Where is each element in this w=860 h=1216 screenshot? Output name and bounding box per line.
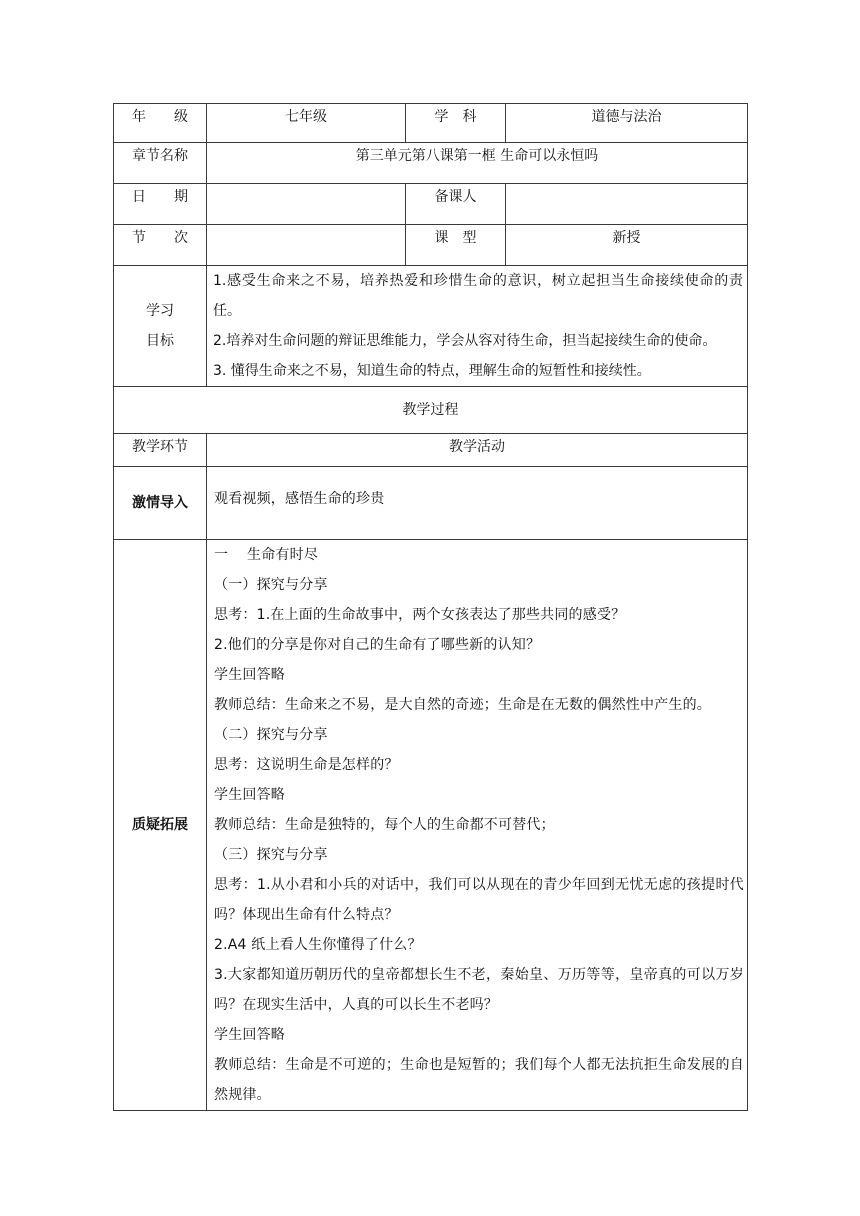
preparer-value bbox=[506, 184, 748, 225]
period-label: 节 次 bbox=[114, 225, 207, 266]
activity-line: 教师总结：生命是不可逆的；生命也是短暂的；我们每个人都无法抗拒生命发展的自然规律。 bbox=[214, 1057, 744, 1103]
activity-line: 一 生命有时尽 bbox=[214, 547, 319, 563]
stage-activity bbox=[207, 540, 748, 1111]
chapter-value: 第三单元第八课第一框 生命可以永恒吗 bbox=[207, 143, 748, 184]
activity-line: 学生回答略 bbox=[214, 1027, 285, 1043]
activity-line: 思考：1.在上面的生命故事中，两个女孩表达了那些共同的感受？ bbox=[214, 607, 626, 623]
objectives-row bbox=[114, 266, 748, 387]
process-header-row bbox=[114, 434, 748, 467]
grade-label: 年 级 bbox=[114, 104, 207, 143]
activity-column-header: 教学活动 bbox=[207, 434, 748, 467]
objectives-label-line1: 学习 bbox=[146, 303, 174, 319]
grade-row bbox=[114, 104, 748, 143]
date-value bbox=[207, 184, 406, 225]
activity-line: 观看视频，感悟生命的珍贵 bbox=[214, 491, 385, 507]
period-row bbox=[114, 225, 748, 266]
activity-line: 3.大家都知道历朝历代的皇帝都想长生不老，秦始皇、万历等等，皇帝真的可以万岁吗？在现实生活中，人真的可以长生不老吗？ bbox=[214, 967, 744, 1013]
stage-column-header: 教学环节 bbox=[114, 434, 207, 467]
subject-label: 学 科 bbox=[406, 104, 506, 143]
period-value bbox=[207, 225, 406, 266]
objectives-label-line2: 目标 bbox=[146, 333, 174, 349]
activity-line: 教师总结：生命来之不易，是大自然的奇迹；生命是在无数的偶然性中产生的。 bbox=[214, 697, 711, 713]
objective-item: 2.培养对生命问题的辩证思维能力，学会从容对待生命，担当起接续生命的使命。 bbox=[213, 333, 717, 349]
activity-line: （三）探究与分享 bbox=[214, 847, 328, 863]
stage-row-explore bbox=[114, 540, 748, 1111]
objectives-label bbox=[114, 266, 207, 387]
date-label: 日 期 bbox=[114, 184, 207, 225]
process-title-row bbox=[114, 387, 748, 434]
activity-line: （二）探究与分享 bbox=[214, 727, 328, 743]
date-row bbox=[114, 184, 748, 225]
activity-line: 2.他们的分享是你对自己的生命有了哪些新的认知？ bbox=[214, 637, 541, 653]
activity-line: 2.A4 纸上看人生你懂得了什么？ bbox=[214, 937, 422, 953]
lesson-plan-table bbox=[113, 103, 748, 1111]
chapter-label: 章节名称 bbox=[114, 143, 207, 184]
lesson-type-value: 新授 bbox=[506, 225, 748, 266]
activity-line: 思考：这说明生命是怎样的？ bbox=[214, 757, 399, 773]
stage-name: 激情导入 bbox=[114, 467, 207, 540]
subject-value: 道德与法治 bbox=[506, 104, 748, 143]
grade-value: 七年级 bbox=[207, 104, 406, 143]
process-title: 教学过程 bbox=[114, 387, 748, 434]
activity-line: 教师总结：生命是独特的，每个人的生命都不可替代； bbox=[214, 817, 555, 833]
stage-activity bbox=[207, 467, 748, 540]
lesson-type-label: 课 型 bbox=[406, 225, 506, 266]
objectives-content bbox=[207, 266, 748, 387]
preparer-label: 备课人 bbox=[406, 184, 506, 225]
activity-line: 学生回答略 bbox=[214, 787, 285, 803]
objective-item: 3. 懂得生命来之不易，知道生命的特点，理解生命的短暂性和接续性。 bbox=[213, 363, 651, 379]
chapter-row bbox=[114, 143, 748, 184]
stage-row-intro bbox=[114, 467, 748, 540]
activity-line: 思考：1.从小君和小兵的对话中，我们可以从现在的青少年回到无忧无虑的孩提时代吗？体现出生命有什么特点？ bbox=[214, 877, 744, 923]
objective-item: 1.感受生命来之不易，培养热爱和珍惜生命的意识，树立起担当生命接续使命的责任。 bbox=[213, 273, 743, 319]
stage-name: 质疑拓展 bbox=[114, 540, 207, 1111]
activity-line: （一）探究与分享 bbox=[214, 577, 328, 593]
activity-line: 学生回答略 bbox=[214, 667, 285, 683]
